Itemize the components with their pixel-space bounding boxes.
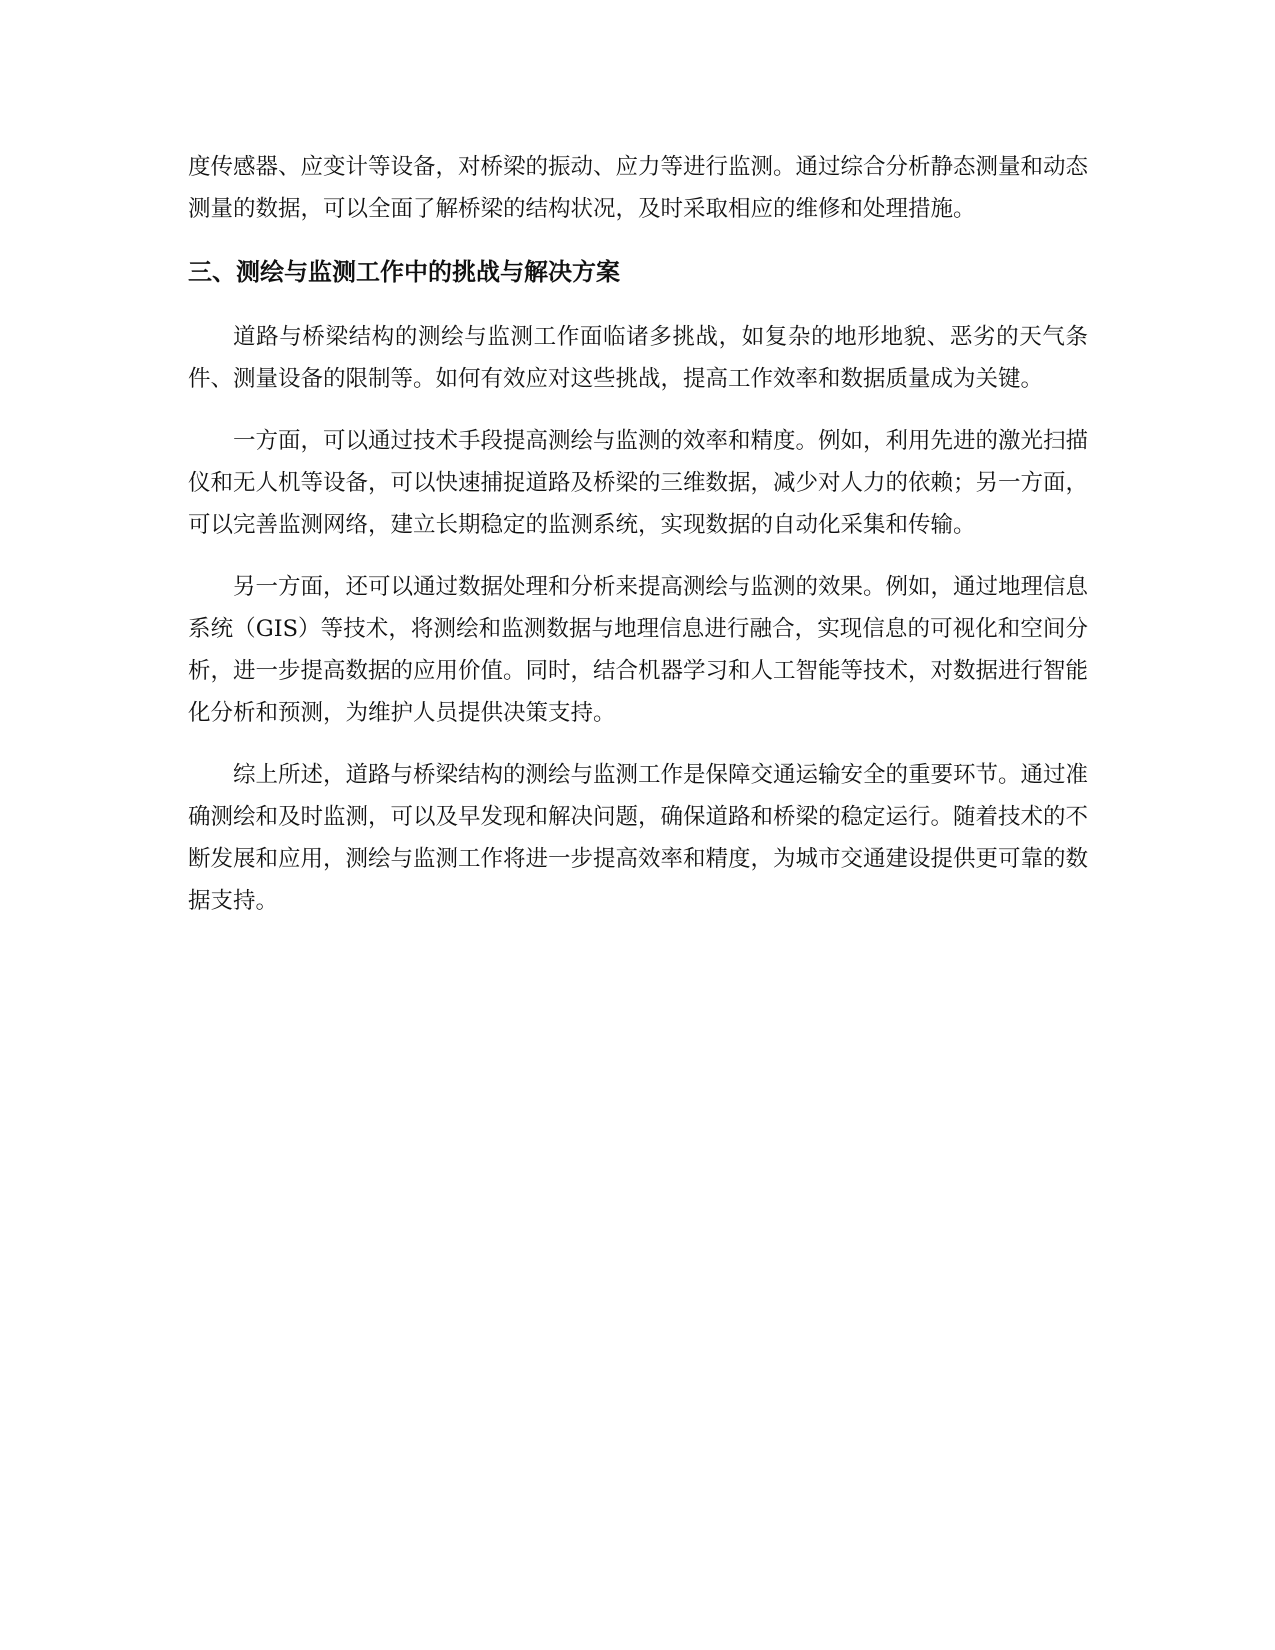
document-body [188,146,1088,922]
paragraph-conclusion: 综上所述，道路与桥梁结构的测绘与监测工作是保障交通运输安全的重要环节。通过准确测绘和及时监测，可以及早发现和解决问题，确保道路和桥梁的稳定运行。随着技术的不断发展和应用，测绘与监测工作将进一步提高效率和精度，为城市交通建设提供更可靠的数据支持。 [188,762,1089,914]
paragraph-technical-means: 一方面，可以通过技术手段提高测绘与监测的效率和精度。例如，利用先进的激光扫描仪和无人机等设备，可以快速捕捉道路及桥梁的三维数据，减少对人力的依赖；另一方面，可以完善监测网络，建立长期稳定的监测系统，实现数据的自动化采集和传输。 [188,428,1089,538]
paragraph-data-processing: 另一方面，还可以通过数据处理和分析来提高测绘与监测的效果。例如，通过地理信息系统（GIS）等技术，将测绘和监测数据与地理信息进行融合，实现信息的可视化和空间分析，进一步提高数据的应用价值。同时，结合机器学习和人工智能等技术，对数据进行智能化分析和预测，为维护人员提供决策支持。 [188,574,1089,726]
paragraph-challenges: 道路与桥梁结构的测绘与监测工作面临诸多挑战，如复杂的地形地貌、恶劣的天气条件、测量设备的限制等。如何有效应对这些挑战，提高工作效率和数据质量成为关键。 [188,324,1088,392]
section-heading: 三、测绘与监测工作中的挑战与解决方案 [188,258,620,286]
continued-paragraph: 度传感器、应变计等设备，对桥梁的振动、应力等进行监测。通过综合分析静态测量和动态测量的数据，可以全面了解桥梁的结构状况，及时采取相应的维修和处理措施。 [188,154,1089,222]
